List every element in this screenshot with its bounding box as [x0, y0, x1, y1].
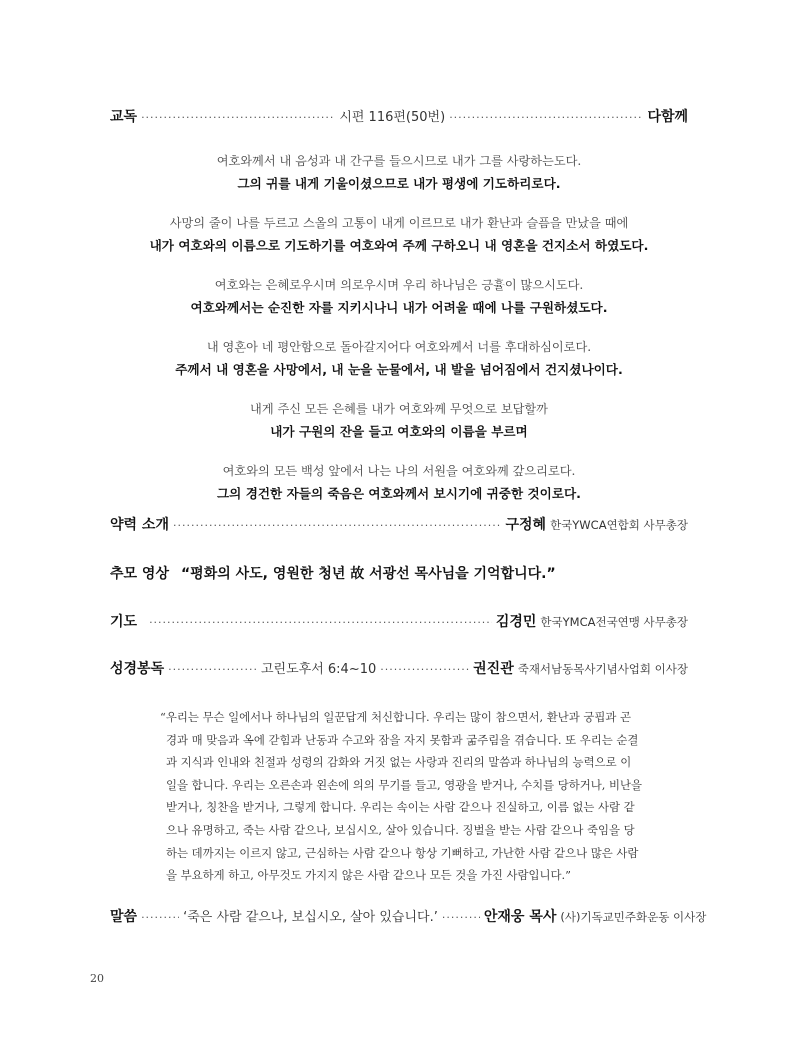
psalm-line-response: 그의 귀를 내게 기울이셨으므로 내가 평생에 기도하리로다.	[237, 176, 561, 191]
psalm-text	[110, 150, 688, 522]
psalm-line-leader: 내 영혼아 네 평안함으로 돌아갈지어다 여호와께서 너를 후대하심이로다.	[206, 340, 592, 354]
scripture-line: 하는 데까지는 이르지 않고, 근심하는 사람 같으나 항상 기뻐하고, 가난한 사람 같으나 많은 사람	[166, 845, 639, 860]
psalm-line-leader: 여호와의 모든 백성 앞에서 나는 나의 서원을 여호와께 갚으리로다.	[222, 464, 576, 478]
psalm-line-leader: 여호와는 은혜로우시며 의로우시며 우리 하나님은 긍휼이 많으시도다.	[214, 278, 584, 292]
scripture-line: 으나 유명하고, 죽는 사람 같으나, 보십시오, 살아 있습니다. 징벌을 받는 사람 같으나 죽임을 당	[166, 822, 635, 837]
scripture-passage: 고린도후서 6:4~10	[260, 662, 377, 677]
leader-dots	[173, 519, 502, 532]
page-number: 20	[90, 972, 104, 985]
scripture-line: 경과 매 맞음과 옥에 갇힘과 난동과 수고와 잠을 자지 못함과 굶주림을 겪습니다. 또 우리는 순결	[166, 732, 639, 747]
prayer-row	[110, 611, 688, 631]
leader-dots	[380, 663, 469, 676]
psalm-line-response: 내가 구원의 잔을 들고 여호와의 이름을 부르며	[270, 424, 528, 439]
bio-presenter-role: 한국YWCA연합회 사무총장	[550, 518, 688, 532]
psalm-line-response: 주께서 내 영혼을 사망에서, 내 눈을 눈물에서, 내 발을 넘어짐에서 건지셨나이다.	[175, 362, 623, 377]
psalm-stanza	[110, 336, 688, 381]
scripture-reader: 권진관	[473, 661, 514, 677]
leader-dots	[449, 111, 643, 124]
sermon-row	[110, 906, 707, 926]
psalm-line-response: 그의 경건한 자들의 죽음은 여호와께서 보시기에 귀중한 것이로다.	[217, 486, 581, 501]
psalm-stanza	[110, 460, 688, 505]
psalm-title: 시편 116편(50번)	[339, 110, 446, 125]
responsive-reading-row	[110, 106, 688, 126]
video-label: 추모 영상	[110, 566, 169, 582]
leader-dots	[141, 911, 179, 924]
psalm-stanza	[110, 212, 688, 257]
psalm-line-leader: 내게 주신 모든 은혜를 내가 여호와께 무엇으로 보답할까	[250, 402, 548, 416]
psalm-stanza	[110, 398, 688, 443]
psalm-stanza	[110, 274, 688, 319]
psalm-line-response: 내가 여호와의 이름으로 기도하기를 여호와여 주께 구하오니 내 영혼을 건지소서 하였도다.	[149, 238, 649, 253]
scripture-line: 을 부요하게 하고, 아무것도 가지지 않은 사람 같으나 모든 것을 가진 사람입니다.”	[166, 868, 572, 883]
bio-label: 약력 소개	[110, 517, 169, 533]
psalm-line-leader: 여호와께서 내 음성과 내 간구를 들으시므로 내가 그를 사랑하는도다.	[216, 154, 582, 168]
leader-dots	[442, 911, 480, 924]
sermon-preacher: 안재웅 목사	[483, 909, 557, 925]
bio-presenter: 구정혜	[505, 517, 547, 533]
leader-dots	[141, 111, 335, 124]
scripture-quote	[160, 706, 643, 887]
bio-row	[110, 514, 688, 534]
leader-dots	[149, 616, 492, 629]
scripture-line: “우리는 무슨 일에서나 하나님의 일꾼답게 처신합니다. 우리는 많이 참으면서, 환난과 궁핍과 곤	[160, 710, 632, 724]
scripture-reading-label: 성경봉독	[110, 661, 165, 677]
psalm-line-response: 여호와께서는 순진한 자를 지키시나니 내가 어려울 때에 나를 구원하셨도다.	[190, 300, 608, 315]
psalm-line-leader: 사망의 줄이 나를 두르고 스올의 고통이 내게 이르므로 내가 환난과 슬픔을 만났을 때에	[169, 216, 629, 230]
prayer-presenter-role: 한국YMCA전국연맹 사무총장	[540, 615, 688, 629]
leader-dots	[168, 663, 257, 676]
video-title: “평화의 사도, 영원한 청년 故 서광선 목사님을 기억합니다.”	[180, 566, 556, 582]
scripture-line: 일을 합니다. 우리는 오른손과 왼손에 의의 무기를 들고, 영광을 받거나, 수치를 당하거나, 비난을	[166, 777, 643, 792]
reading-leader: 다함께	[647, 109, 689, 125]
scripture-reader-role: 죽재서남동목사기념사업회 이사장	[517, 662, 689, 676]
sermon-title: ‘죽은 사람 같으나, 보십시오, 살아 있습니다.’	[183, 910, 438, 925]
video-row	[110, 563, 688, 583]
scripture-line: 받거나, 칭찬을 받거나, 그렇게 합니다. 우리는 속이는 사람 같으나 진실하고, 이름 없는 사람 같	[166, 800, 635, 815]
psalm-stanza	[110, 150, 688, 195]
prayer-label: 기도	[110, 614, 138, 630]
scripture-reading-row	[110, 658, 688, 678]
sermon-label: 말씀	[110, 909, 138, 925]
sermon-preacher-role: (사)기독교민주화운동 이사장	[560, 910, 707, 924]
prayer-presenter: 김경민	[495, 614, 537, 630]
scripture-line: 과 지식과 인내와 친절과 성령의 감화와 거짓 없는 사랑과 진리의 말씀과 하나님의 능력으로 이	[166, 755, 632, 770]
responsive-reading-label: 교독	[110, 109, 138, 125]
